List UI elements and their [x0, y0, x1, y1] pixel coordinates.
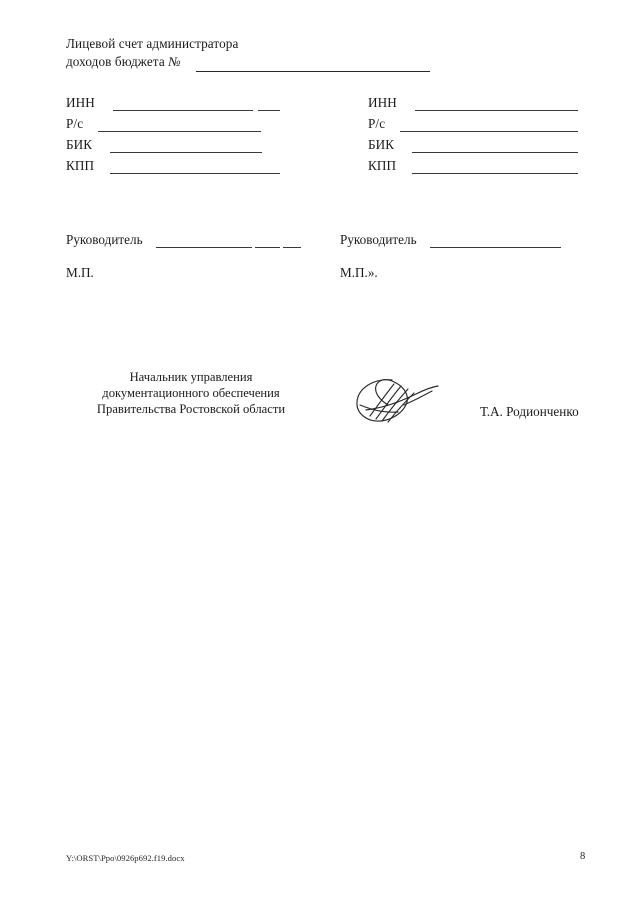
- left-head-signature-label: Руководитель: [66, 232, 143, 247]
- right-field-blank-bik[interactable]: [412, 152, 578, 153]
- right-field-label-kpp: КПП: [368, 158, 397, 173]
- number-sign-symbol: №: [168, 54, 181, 69]
- right-field-label-bik: БИК: [368, 137, 395, 152]
- right-field-blank-inn[interactable]: [415, 110, 578, 111]
- left-field-label-inn: ИНН: [66, 95, 95, 110]
- right-seal-label: М.П.».: [340, 265, 378, 280]
- approver-title-line-2: документационного обеспечения: [102, 386, 280, 401]
- left-field-blank-rs[interactable]: [98, 131, 261, 132]
- account-title-line-2: [66, 54, 181, 70]
- right-head-signature-label: Руководитель: [340, 232, 417, 247]
- right-field-blank-rs[interactable]: [400, 131, 578, 132]
- account-number-blank-rule[interactable]: [196, 71, 430, 72]
- account-title-line-2-text: доходов бюджета: [66, 54, 169, 69]
- handwritten-signature-icon: [352, 372, 452, 430]
- footer-page-number: 8: [580, 851, 586, 862]
- right-head-signature-blank[interactable]: [430, 247, 561, 248]
- approver-title: [66, 369, 316, 418]
- left-field-label-rs: Р/с: [66, 116, 84, 131]
- left-seal-label: М.П.: [66, 265, 94, 280]
- approver-title-line-3: Правительства Ростовской области: [96, 402, 286, 417]
- signer-name: Т.А. Родионченко: [480, 404, 579, 419]
- left-field-blank-kpp[interactable]: [110, 173, 280, 174]
- footer-file-path: Y:\ORST\Ppo\0926p692.f19.docx: [66, 853, 185, 863]
- left-field-label-bik: БИК: [66, 137, 93, 152]
- right-field-label-rs: Р/с: [368, 116, 386, 131]
- left-field-blank-inn[interactable]: [113, 110, 280, 111]
- left-head-signature-blank[interactable]: [156, 247, 301, 248]
- approver-title-line-1: Начальник управления: [129, 370, 253, 384]
- right-field-label-inn: ИНН: [368, 95, 397, 110]
- left-field-blank-bik[interactable]: [110, 152, 262, 153]
- account-title-line-1: Лицевой счет администратора: [66, 36, 239, 51]
- left-field-label-kpp: КПП: [66, 158, 95, 173]
- right-field-blank-kpp[interactable]: [412, 173, 578, 174]
